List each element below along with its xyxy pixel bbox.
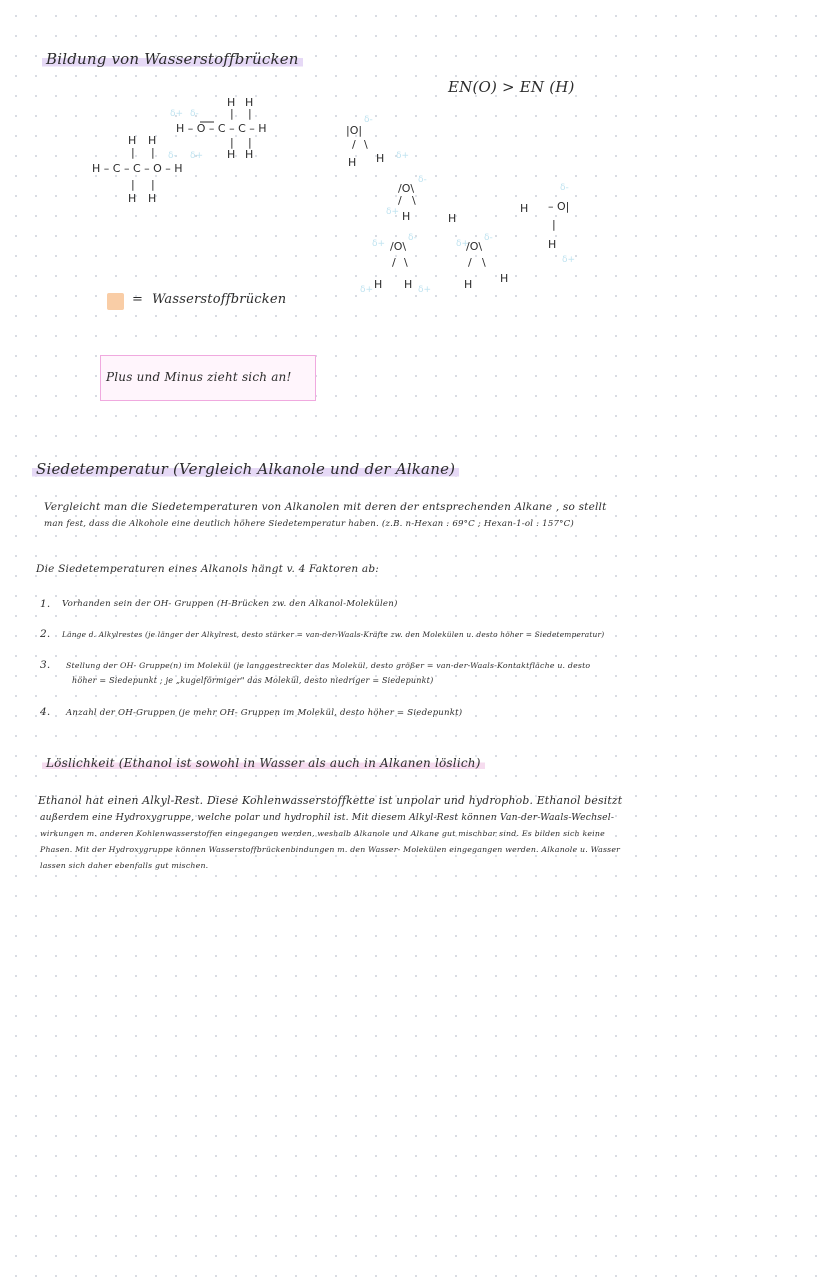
svg-text:H: H [548, 238, 557, 251]
legend-swatch [107, 293, 124, 310]
legend-label: Wasserstoffbrücken [152, 292, 287, 307]
water-molecules [346, 124, 569, 291]
factor-3-text-line2: höher = Siedepunkt ; je „kugelförmiger" das Molekül, desto niedriger = Siedepunkt) [72, 676, 434, 685]
factor-4-text: Anzahl der OH-Gruppen (je mehr OH- Gruppen im Molekül, desto höher = Siedepunkt) [66, 708, 463, 718]
factor-3-text-line1: Stellung der OH- Gruppe(n) im Molekül (je langgestreckter das Molekül, desto größer = van-der-Waals-Kontaktfläche u. desto [66, 661, 591, 670]
note-text: Plus und Minus zieht sich an! [106, 370, 292, 384]
factors-intro: Die Siedetemperaturen eines Alkanols hängt v. 4 Faktoren ab: [36, 563, 379, 575]
svg-text:δ-: δ- [484, 233, 493, 243]
svg-text:– O|: – O| [548, 200, 570, 213]
svg-text:H: H [148, 134, 157, 147]
svg-text:\: \ [482, 256, 486, 269]
svg-text:δ+: δ+ [386, 207, 400, 217]
solubility-line5: lassen sich daher ebenfalls gut mischen. [40, 861, 209, 870]
factor-3-num: 3. [40, 659, 51, 671]
svg-text:|: | [230, 107, 234, 120]
svg-text:/O\: /O\ [390, 240, 407, 253]
svg-text:H: H [402, 210, 411, 223]
svg-text:δ-: δ- [408, 233, 417, 243]
solubility-line2: außerdem eine Hydroxygruppe, welche polar und hydrophil ist. Mit diesem Alkyl-Rest können Van-der-Waals-Wechsel- [40, 812, 615, 823]
solubility-line1: Ethanol hat einen Alkyl-Rest. Diese Kohlenwasserstoffkette ist unpolar und hydrophob. Ethanol besitzt [38, 794, 623, 807]
svg-text:|O|: |O| [346, 124, 363, 137]
section-title-hbond: Bildung von Wasserstoffbrücken [42, 50, 303, 68]
svg-text:/O\: /O\ [398, 182, 415, 195]
svg-text:/: / [398, 194, 402, 207]
svg-text:δ+: δ+ [190, 151, 204, 161]
svg-text:\: \ [364, 138, 368, 151]
svg-text:H: H [374, 278, 383, 291]
svg-text:δ+: δ+ [360, 285, 374, 295]
svg-text:δ+: δ+ [562, 255, 576, 265]
en-comparison: EN(O) > EN (H) [448, 78, 575, 96]
svg-text:H: H [348, 156, 357, 169]
hbond-structures-drawing [0, 0, 828, 300]
svg-text:|: | [131, 178, 135, 191]
svg-text:δ+: δ+ [372, 239, 386, 249]
boiling-intro-line2: man fest, dass die Alkohole eine deutlich höhere Siedetemperatur haben. (z.B. n-Hexan : 69°C ; Hexan-1-ol : 157°C) [44, 519, 574, 529]
solubility-line3: wirkungen m. anderen Kohlenwasserstoffen eingegangen werden, weshalb Alkanole und Alkane gut mischbar sind. Es bilden sich keine [40, 829, 605, 838]
svg-text:\: \ [412, 194, 416, 207]
svg-text:/O\: /O\ [466, 240, 483, 253]
svg-text:H – O – C – C – H: H – O – C – C – H [176, 122, 267, 135]
factor-1-text: Vorhanden sein der OH- Gruppen (H-Brücken zw. den Alkanol-Molekülen) [62, 599, 398, 609]
svg-text:δ+: δ+ [396, 151, 410, 161]
svg-text:H: H [227, 148, 236, 161]
factor-2-num: 2. [40, 628, 51, 640]
svg-text:H – C – C – O – H: H – C – C – O – H [92, 162, 183, 175]
svg-text:δ-: δ- [190, 109, 199, 119]
svg-text:H: H [128, 134, 137, 147]
svg-text:/: / [352, 138, 356, 151]
svg-text:H: H [464, 278, 473, 291]
svg-text:δ-: δ- [418, 175, 427, 185]
svg-text:H: H [448, 212, 457, 225]
ethanol-structure [92, 134, 183, 205]
svg-text:H: H [128, 192, 137, 205]
svg-text:\: \ [404, 256, 408, 269]
svg-text:/: / [468, 256, 472, 269]
delta-labels-ethanol [168, 151, 203, 161]
factor-2-text: Länge d. Alkylrestes (je länger der Alkylrest, desto stärker = van-der-Waals-Kräfte zw. den Molekülen u. desto höher = Siedetemperatur) [62, 630, 605, 639]
factor-1-num: 1. [40, 598, 51, 610]
svg-text:δ-: δ- [364, 115, 373, 125]
section-title-boiling: Siedetemperatur (Vergleich Alkanole und der Alkane) [32, 460, 459, 478]
svg-text:|: | [131, 146, 135, 159]
svg-text:H: H [520, 202, 529, 215]
svg-text:|: | [151, 178, 155, 191]
svg-text:H: H [245, 96, 254, 109]
svg-text:H: H [227, 96, 236, 109]
svg-text:δ-: δ- [560, 183, 569, 193]
svg-text:H: H [500, 272, 509, 285]
svg-text:H: H [404, 278, 413, 291]
svg-text:H: H [376, 152, 385, 165]
legend-equals: = [132, 292, 144, 307]
svg-text:/: / [392, 256, 396, 269]
svg-text:δ+: δ+ [456, 239, 470, 249]
svg-text:|: | [552, 218, 556, 231]
delta-labels-methanol [170, 109, 199, 119]
svg-text:δ-: δ- [168, 151, 177, 161]
svg-text:|: | [248, 136, 252, 149]
svg-text:δ+: δ+ [418, 285, 432, 295]
section-title-solubility: Löslichkeit (Ethanol ist sowohl in Wasser als auch in Alkanen löslich) [42, 756, 485, 770]
svg-text:|: | [151, 146, 155, 159]
svg-text:|: | [230, 136, 234, 149]
svg-text:H: H [245, 148, 254, 161]
svg-text:δ+: δ+ [170, 109, 184, 119]
boiling-intro-line1: Vergleicht man die Siedetemperaturen von Alkanolen mit deren der entsprechenden Alkane , so stellt [44, 501, 607, 513]
svg-text:|: | [248, 107, 252, 120]
svg-text:H: H [148, 192, 157, 205]
solubility-line4: Phasen. Mit der Hydroxygruppe können Wasserstoffbrückenbindungen m. den Wasser- Molekülen eingegangen werden. Alkanole u. Wasser [40, 845, 621, 854]
factor-4-num: 4. [40, 706, 51, 718]
